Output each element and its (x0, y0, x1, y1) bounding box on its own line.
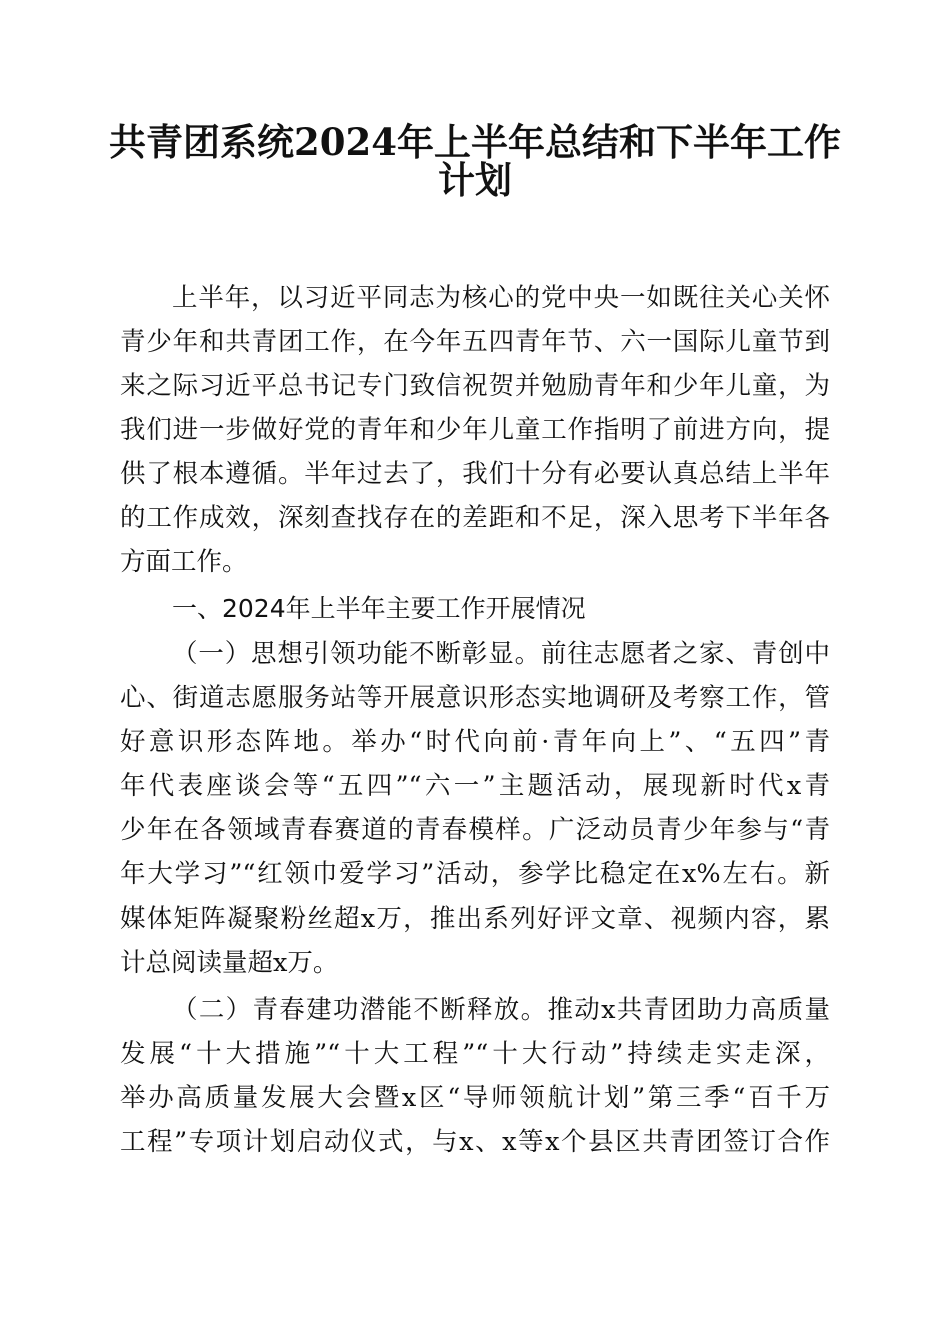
subsection-line: 举办高质量发展大会暨x区“导师领航计划”第三季“百千万 (120, 1083, 830, 1113)
intro-line: 我们进一步做好党的青年和少年儿童工作指明了前进方向，提 (120, 415, 830, 445)
section-heading: 一、2024年上半年主要工作开展情况 (172, 594, 586, 623)
subsection-line: 媒体矩阵凝聚粉丝超x万，推出系列好评文章、视频内容，累 (120, 904, 830, 934)
subsection-line: 年代表座谈会等“五四”“六一”主题活动，展现新时代x青 (120, 771, 830, 801)
document-title-line-1: 共青团系统2024年上半年总结和下半年工作 (109, 120, 841, 164)
subsection-line: 年大学习”“红领巾爱学习”活动，参学比稳定在x%左右。新 (120, 859, 830, 889)
intro-line: 青少年和共青团工作，在今年五四青年节、六一国际儿童节到 (120, 327, 830, 357)
document-title-line-2: 计划 (438, 158, 512, 202)
subsection-line: （二）青春建功潜能不断释放。推动x共青团助力高质量 (172, 995, 830, 1025)
intro-line: 的工作成效，深刻查找存在的差距和不足，深入思考下半年各 (120, 503, 830, 533)
subsection-line: 好意识形态阵地。举办“时代向前·青年向上”、“五四”青 (120, 727, 830, 757)
subsection-line: 心、街道志愿服务站等开展意识形态实地调研及考察工作，管 (120, 683, 830, 713)
subsection-line: 工程”专项计划启动仪式，与x、x等x个县区共青团签订合作 (120, 1127, 830, 1157)
intro-line: 供了根本遵循。半年过去了，我们十分有必要认真总结上半年 (120, 459, 830, 489)
subsection-line: 少年在各领域青春赛道的青春模样。广泛动员青少年参与“青 (120, 815, 830, 845)
intro-line: 方面工作。 (120, 547, 248, 577)
intro-line: 来之际习近平总书记专门致信祝贺并勉励青年和少年儿童，为 (120, 371, 830, 401)
subsection-line: 计总阅读量超x万。 (120, 948, 339, 978)
subsection-line: 发展“十大措施”“十大工程”“十大行动”持续走实走深， (120, 1039, 830, 1069)
intro-line: 上半年，以习近平同志为核心的党中央一如既往关心关怀 (172, 283, 830, 313)
subsection-line: （一）思想引领功能不断彰显。前往志愿者之家、青创中 (172, 639, 830, 669)
